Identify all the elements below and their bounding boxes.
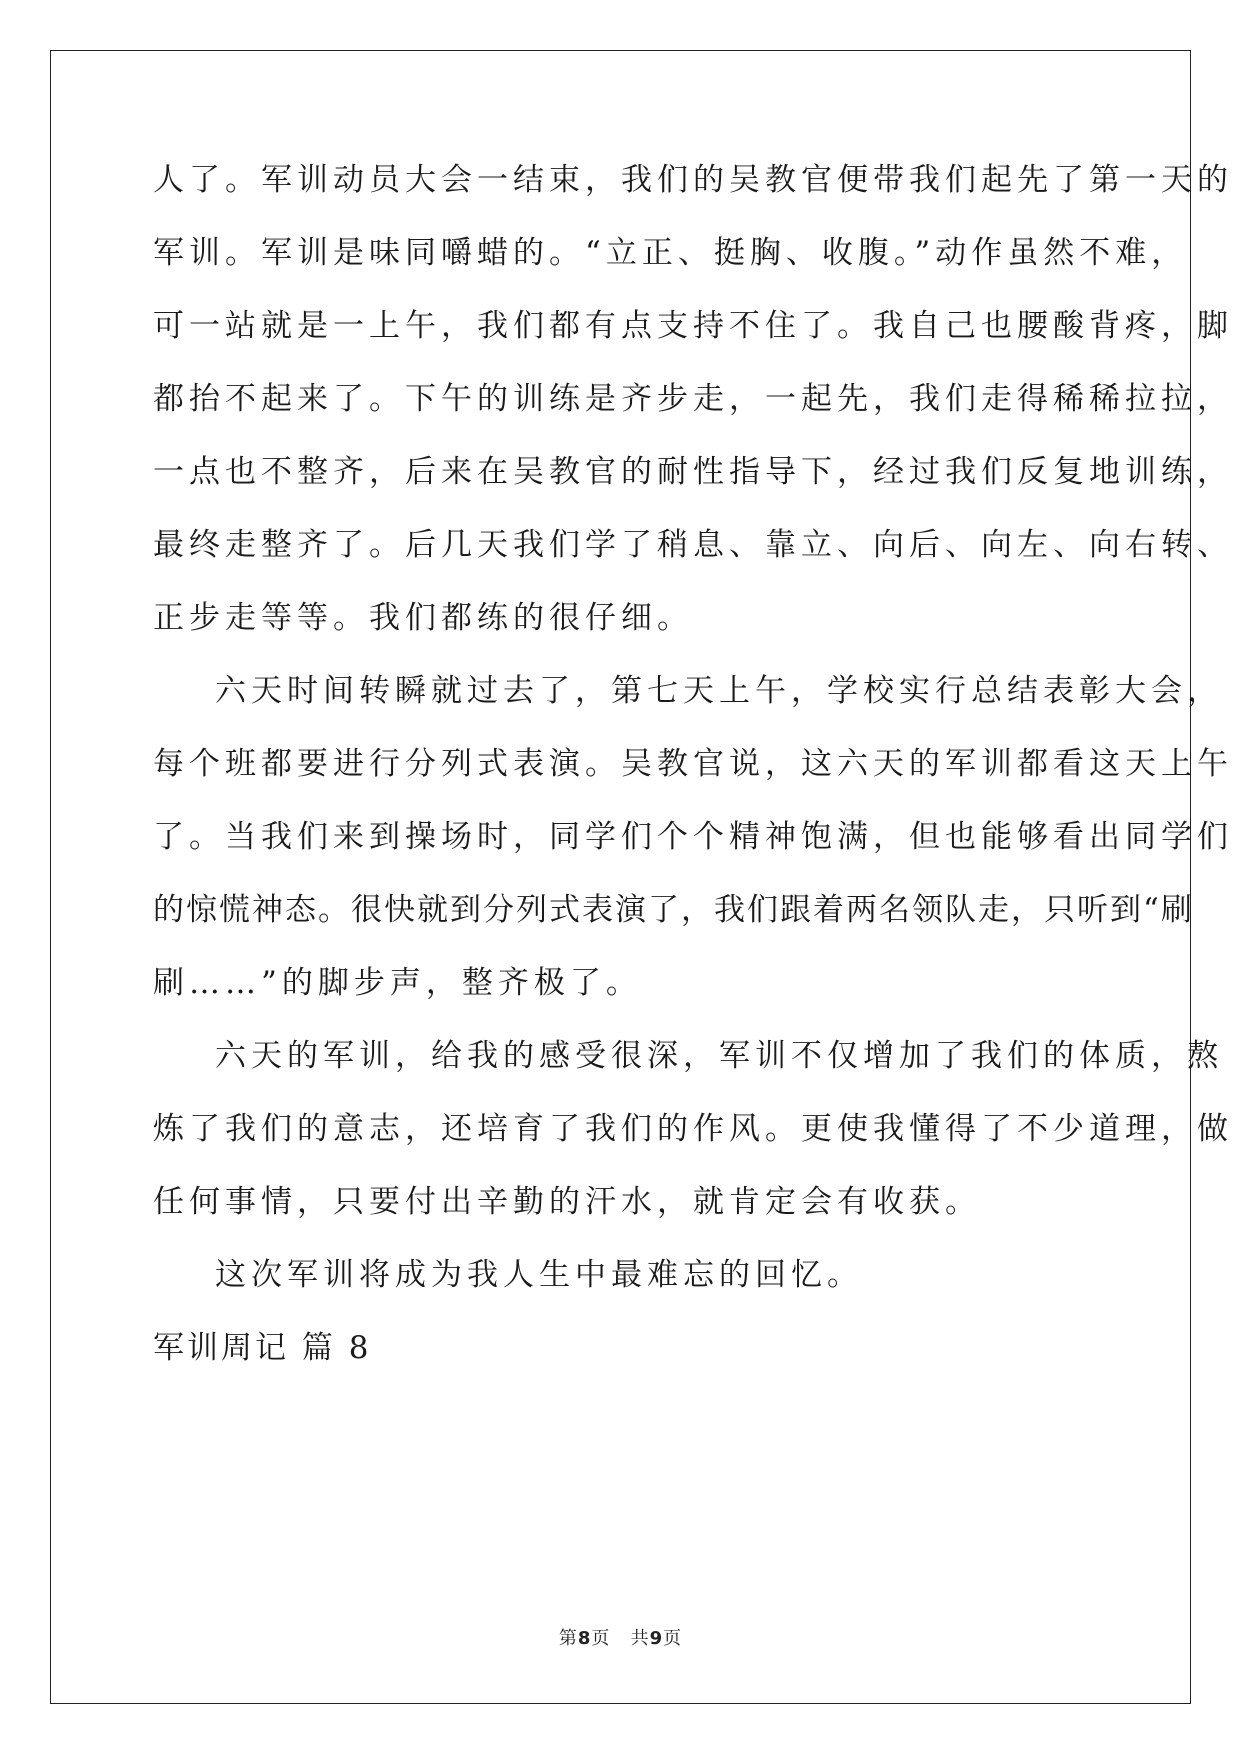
- text-line: 这次军训将成为我人生中最难忘的回忆。: [215, 1257, 863, 1293]
- text-line: 任何事情，只要付出辛勤的汗水，就肯定会有收获。: [153, 1184, 981, 1220]
- text-line: 每个班都要进行分列式表演。吴教官说，这六天的军训都看这天上午: [153, 746, 1233, 782]
- footer-prefix: 第: [558, 1628, 578, 1649]
- footer-total-pages: 9: [649, 1628, 664, 1649]
- section-heading: 军训周记 篇 8: [153, 1330, 372, 1366]
- text-line: 刷……”的脚步声，整齐极了。: [153, 965, 642, 1001]
- page-border: [50, 50, 1191, 1704]
- text-line: 六天时间转瞬就过去了，第七天上午，学校实行总结表彰大会，: [215, 673, 1223, 709]
- text-line: 军训。军训是味同嚼蜡的。“立正、挺胸、收腹。”动作虽然不难，: [153, 235, 1188, 271]
- text-line: 正步走等等。我们都练的很仔细。: [153, 600, 693, 636]
- text-line: 炼了我们的意志，还培育了我们的作风。更使我懂得了不少道理，做: [153, 1111, 1233, 1147]
- text-line: 一点也不整齐，后来在吴教官的耐性指导下，经过我们反复地训练，: [153, 454, 1233, 490]
- footer-page-unit: 页: [591, 1628, 611, 1649]
- text-line: 最终走整齐了。后几天我们学了稍息、靠立、向后、向左、向右转、: [153, 527, 1233, 563]
- text-line: 了。当我们来到操场时，同学们个个精神饱满，但也能够看出同学们: [153, 819, 1233, 855]
- text-line: 可一站就是一上午，我们都有点支持不住了。我自己也腰酸背疼，脚: [153, 308, 1233, 344]
- text-line: 都抬不起来了。下午的训练是齐步走，一起先，我们走得稀稀拉拉，: [153, 381, 1233, 417]
- footer-total-unit: 页: [663, 1628, 683, 1649]
- text-line: 六天的军训，给我的感受很深，军训不仅增加了我们的体质，熬: [215, 1038, 1223, 1074]
- footer-total-prefix: 共: [630, 1628, 650, 1649]
- text-line: 人了。军训动员大会一结束，我们的吴教官便带我们起先了第一天的: [153, 162, 1233, 198]
- text-line: 的惊慌神态。很快就到分列式表演了，我们跟着两名领队走，只听到“刷: [153, 892, 1194, 928]
- footer-page-number: 8: [577, 1628, 592, 1649]
- page-footer: [0, 1624, 1241, 1650]
